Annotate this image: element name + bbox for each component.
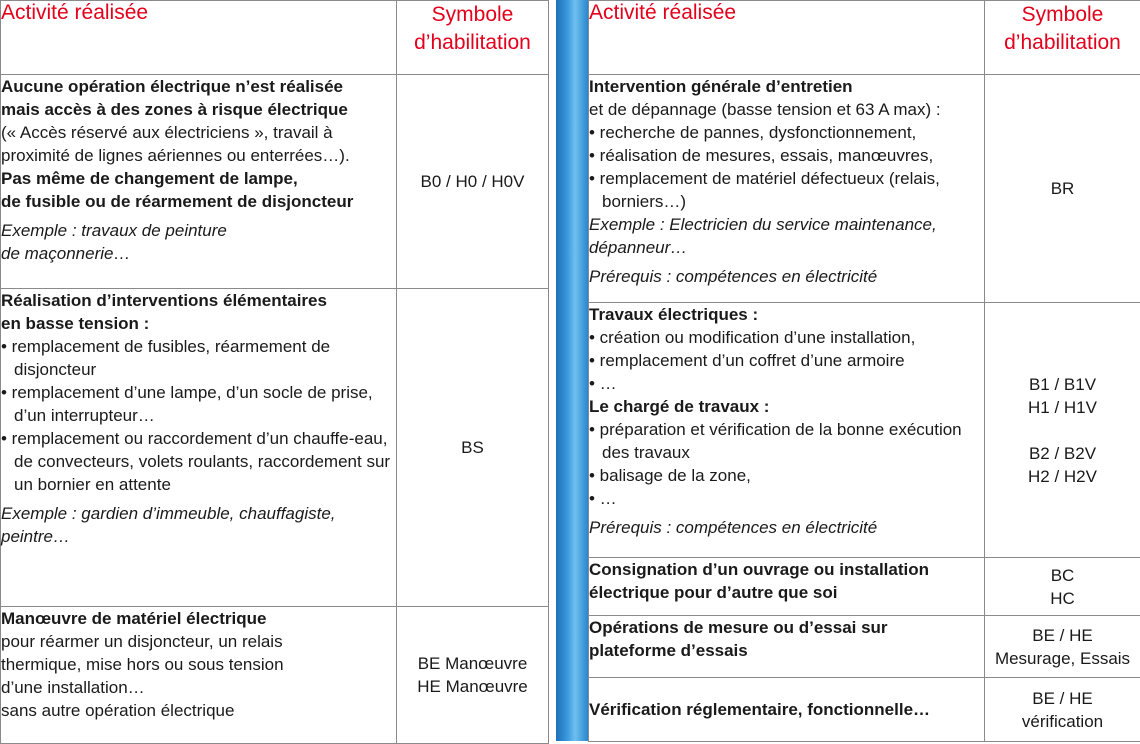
- activity-line: peintre…: [1, 525, 396, 548]
- table-row: [589, 678, 1140, 742]
- activity-line: Prérequis : compétences en électricité: [589, 265, 984, 288]
- habilitation-symbol: B2 / B2V: [985, 442, 1140, 465]
- activity-line: • recherche de pannes, dysfonctionnement,: [589, 121, 984, 144]
- habilitation-symbol: vérification: [985, 710, 1140, 733]
- activity-line: mais accès à des zones à risque électrique: [1, 98, 396, 121]
- habilitation-symbol: HE Manœuvre: [397, 675, 548, 698]
- habilitation-symbol: BS: [397, 436, 548, 459]
- activity-line: • …: [589, 487, 984, 510]
- activity-cell: [589, 616, 985, 678]
- activity-line: pour réarmer un disjoncteur, un relais: [1, 630, 396, 653]
- table-row: [589, 75, 1140, 303]
- activity-line: proximité de lignes aériennes ou enterrées…).: [1, 144, 396, 167]
- activity-line: Prérequis : compétences en électricité: [589, 516, 984, 539]
- activity-line: plateforme d’essais: [589, 639, 984, 662]
- activity-line: • …: [589, 372, 984, 395]
- activity-cell: [589, 558, 985, 616]
- activity-cell: [1, 289, 397, 607]
- activity-line: Opérations de mesure ou d’essai sur: [589, 616, 984, 639]
- activity-line: de maçonnerie…: [1, 242, 396, 265]
- symbol-cell: [985, 558, 1140, 616]
- activity-line: Pas même de changement de lampe,: [1, 167, 396, 190]
- activity-line: Vérification réglementaire, fonctionnelle…: [589, 698, 984, 721]
- activity-cell: [1, 607, 397, 744]
- activity-line: d’une installation…: [1, 676, 396, 699]
- activity-line: • remplacement de fusibles, réarmement de disjoncteur: [1, 335, 396, 381]
- symbol-cell: [985, 678, 1140, 742]
- activity-line: • remplacement d’une lampe, d’un socle de prise, d’un interrupteur…: [1, 381, 396, 427]
- symbol-cell: [985, 75, 1140, 303]
- symbol-header: [985, 1, 1140, 75]
- activity-line: en basse tension :: [1, 312, 396, 335]
- habilitation-symbol: H1 / H1V: [985, 396, 1140, 419]
- habilitation-symbol: B1 / B1V: [985, 373, 1140, 396]
- activity-line: (« Accès réservé aux électriciens », travail à: [1, 121, 396, 144]
- left-habilitation-table: [0, 0, 549, 744]
- activity-cell: [1, 75, 397, 289]
- activity-line: Travaux électriques :: [589, 303, 984, 326]
- habilitation-symbol: H2 / H2V: [985, 465, 1140, 488]
- activity-line: thermique, mise hors ou sous tension: [1, 653, 396, 676]
- activity-line: Aucune opération électrique n’est réalisée: [1, 75, 396, 98]
- activity-line: Réalisation d’interventions élémentaires: [1, 289, 396, 312]
- table-row: [1, 75, 549, 289]
- activity-cell: [589, 75, 985, 303]
- activity-line: Le chargé de travaux :: [589, 395, 984, 418]
- habilitation-symbol: Mesurage, Essais: [985, 647, 1140, 670]
- activity-line: • préparation et vérification de la bonne exécution des travaux: [589, 418, 984, 464]
- activity-line: de fusible ou de réarmement de disjoncteur: [1, 190, 396, 213]
- symbol-cell: [985, 303, 1140, 558]
- symbol-header-line1: Symbole: [397, 1, 548, 29]
- right-habilitation-table: [588, 0, 1140, 742]
- habilitation-symbol: BR: [985, 177, 1140, 200]
- activity-line: • remplacement de matériel défectueux (relais, borniers…): [589, 167, 984, 213]
- habilitation-symbol: [985, 419, 1140, 442]
- activity-line: Intervention générale d’entretien: [589, 75, 984, 98]
- activity-line: • balisage de la zone,: [589, 464, 984, 487]
- table-row: [589, 303, 1140, 558]
- activity-line: Exemple : Electricien du service maintenance,: [589, 213, 984, 236]
- table-row: [1, 607, 549, 744]
- activity-line: Exemple : travaux de peinture: [1, 219, 396, 242]
- symbol-cell: [397, 75, 549, 289]
- activity-line: • remplacement d’un coffret d’une armoire: [589, 349, 984, 372]
- activity-header: Activité réalisée: [1, 1, 397, 75]
- blue-divider-stripe: [556, 0, 588, 741]
- symbol-header: [397, 1, 549, 75]
- table-row: [589, 558, 1140, 616]
- habilitation-symbol: HC: [985, 587, 1140, 610]
- activity-line: • remplacement ou raccordement d’un chauffe-eau, de convecteurs, volets roulants, raccordement sur un bornier en attente: [1, 427, 396, 496]
- habilitation-symbol: BE / HE: [985, 687, 1140, 710]
- activity-cell: [589, 678, 985, 742]
- activity-line: sans autre opération électrique: [1, 699, 396, 722]
- symbol-cell: [397, 289, 549, 607]
- symbol-header-line1: Symbole: [985, 1, 1140, 29]
- activity-line: et de dépannage (basse tension et 63 A max) :: [589, 98, 984, 121]
- activity-line: Manœuvre de matériel électrique: [1, 607, 396, 630]
- activity-line: • réalisation de mesures, essais, manœuvres,: [589, 144, 984, 167]
- activity-line: Consignation d’un ouvrage ou installation: [589, 558, 984, 581]
- symbol-cell: [397, 607, 549, 744]
- table-row: [589, 616, 1140, 678]
- table-row: [1, 289, 549, 607]
- symbol-header-line2: d’habilitation: [397, 29, 548, 57]
- habilitation-symbol: B0 / H0 / H0V: [397, 170, 548, 193]
- table-header-row: [589, 1, 1140, 75]
- habilitation-symbol: BE Manœuvre: [397, 652, 548, 675]
- activity-line: électrique pour d’autre que soi: [589, 581, 984, 604]
- table-header-row: [1, 1, 549, 75]
- activity-line: • création ou modification d’une installation,: [589, 326, 984, 349]
- activity-line: dépanneur…: [589, 236, 984, 259]
- habilitation-symbol: BE / HE: [985, 624, 1140, 647]
- habilitation-symbol: BC: [985, 564, 1140, 587]
- activity-cell: [589, 303, 985, 558]
- activity-header: Activité réalisée: [589, 1, 985, 75]
- symbol-header-line2: d’habilitation: [985, 29, 1140, 57]
- activity-line: Exemple : gardien d’immeuble, chauffagiste,: [1, 502, 396, 525]
- symbol-cell: [985, 616, 1140, 678]
